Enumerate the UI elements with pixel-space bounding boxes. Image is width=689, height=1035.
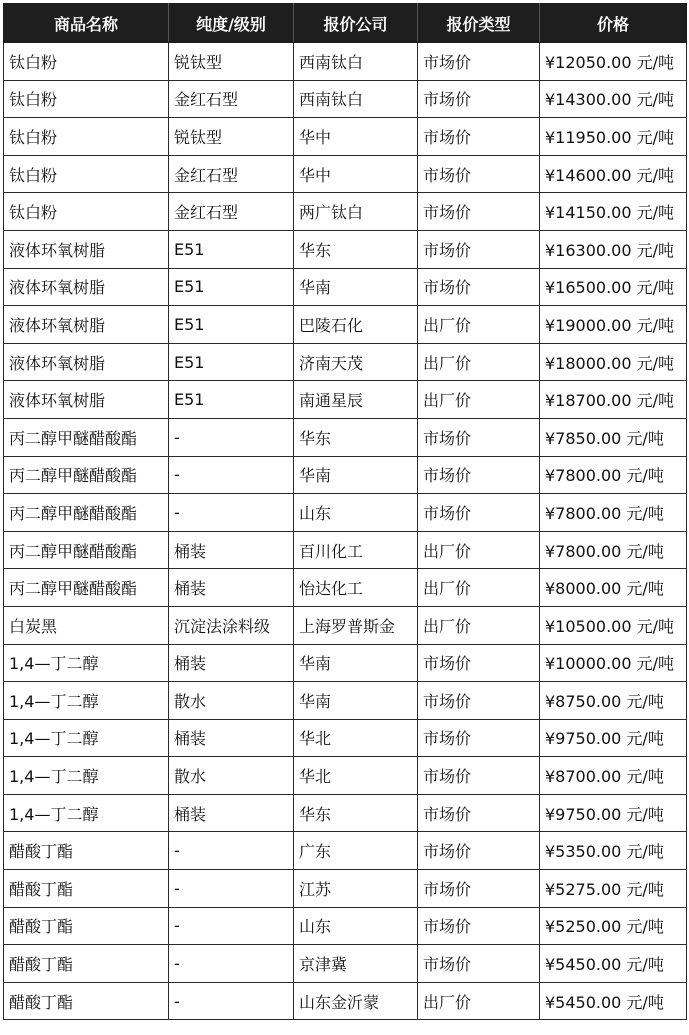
cell-product-name: 醋酸丁酯 (4, 870, 169, 908)
cell-product-name: 丙二醇甲醚醋酸酯 (4, 418, 169, 456)
cell-price: ¥7800.00 元/吨 (540, 531, 687, 569)
cell-price: ¥5350.00 元/吨 (540, 832, 687, 870)
table-row (4, 606, 687, 644)
cell-purity-grade: - (169, 832, 294, 870)
header-quote-type: 报价类型 (418, 4, 540, 43)
cell-product-name: 醋酸丁酯 (4, 945, 169, 983)
table-row (4, 155, 687, 193)
cell-product-name: 液体环氧树脂 (4, 230, 169, 268)
cell-quote-company: 山东金沂蒙 (294, 982, 418, 1020)
cell-quote-type: 出厂价 (418, 343, 540, 381)
cell-price: ¥16500.00 元/吨 (540, 268, 687, 306)
cell-price: ¥10000.00 元/吨 (540, 644, 687, 682)
table-row (4, 870, 687, 908)
table-row (4, 230, 687, 268)
cell-quote-company: 华东 (294, 794, 418, 832)
cell-price: ¥8000.00 元/吨 (540, 569, 687, 607)
cell-product-name: 钛白粉 (4, 193, 169, 231)
table-row (4, 907, 687, 945)
cell-purity-grade: - (169, 945, 294, 983)
table-row (4, 982, 687, 1020)
cell-quote-company: 江苏 (294, 870, 418, 908)
cell-price: ¥14150.00 元/吨 (540, 193, 687, 231)
table-row (4, 757, 687, 795)
cell-quote-type: 出厂价 (418, 306, 540, 344)
cell-quote-company: 巴陵石化 (294, 306, 418, 344)
cell-price: ¥14300.00 元/吨 (540, 80, 687, 118)
header-quote-company: 报价公司 (294, 4, 418, 43)
cell-product-name: 钛白粉 (4, 118, 169, 156)
cell-quote-type: 市场价 (418, 757, 540, 795)
table-row (4, 832, 687, 870)
table-row (4, 193, 687, 231)
cell-quote-type: 市场价 (418, 644, 540, 682)
cell-product-name: 1,4—丁二醇 (4, 644, 169, 682)
cell-price: ¥11950.00 元/吨 (540, 118, 687, 156)
cell-product-name: 醋酸丁酯 (4, 982, 169, 1020)
cell-price: ¥14600.00 元/吨 (540, 155, 687, 193)
table-row (4, 494, 687, 532)
cell-quote-company: 百川化工 (294, 531, 418, 569)
price-table (3, 3, 687, 1020)
cell-price: ¥5450.00 元/吨 (540, 982, 687, 1020)
table-row (4, 381, 687, 419)
cell-quote-company: 华东 (294, 230, 418, 268)
table-row (4, 118, 687, 156)
cell-quote-type: 出厂价 (418, 606, 540, 644)
cell-quote-type: 市场价 (418, 193, 540, 231)
cell-product-name: 醋酸丁酯 (4, 907, 169, 945)
cell-purity-grade: 锐钛型 (169, 118, 294, 156)
cell-purity-grade: - (169, 907, 294, 945)
cell-purity-grade: 桶装 (169, 794, 294, 832)
cell-quote-type: 市场价 (418, 43, 540, 81)
cell-quote-type: 市场价 (418, 268, 540, 306)
cell-product-name: 1,4—丁二醇 (4, 682, 169, 720)
cell-quote-type: 市场价 (418, 418, 540, 456)
table-row (4, 682, 687, 720)
cell-quote-company: 华南 (294, 456, 418, 494)
header-purity-grade: 纯度/级别 (169, 4, 294, 43)
table-row (4, 268, 687, 306)
cell-purity-grade: 桶装 (169, 644, 294, 682)
cell-quote-type: 市场价 (418, 794, 540, 832)
cell-purity-grade: 沉淀法涂料级 (169, 606, 294, 644)
cell-purity-grade: E51 (169, 343, 294, 381)
cell-price: ¥19000.00 元/吨 (540, 306, 687, 344)
cell-product-name: 钛白粉 (4, 43, 169, 81)
cell-quote-type: 市场价 (418, 494, 540, 532)
cell-product-name: 丙二醇甲醚醋酸酯 (4, 456, 169, 494)
cell-purity-grade: 金红石型 (169, 155, 294, 193)
cell-purity-grade: E51 (169, 268, 294, 306)
cell-quote-company: 华东 (294, 418, 418, 456)
cell-price: ¥7800.00 元/吨 (540, 456, 687, 494)
cell-product-name: 丙二醇甲醚醋酸酯 (4, 531, 169, 569)
cell-quote-type: 市场价 (418, 118, 540, 156)
cell-product-name: 液体环氧树脂 (4, 268, 169, 306)
cell-purity-grade: - (169, 982, 294, 1020)
cell-quote-company: 上海罗普斯金 (294, 606, 418, 644)
cell-quote-type: 市场价 (418, 832, 540, 870)
cell-quote-company: 华南 (294, 644, 418, 682)
cell-product-name: 液体环氧树脂 (4, 381, 169, 419)
cell-quote-type: 出厂价 (418, 381, 540, 419)
cell-product-name: 1,4—丁二醇 (4, 757, 169, 795)
cell-purity-grade: 散水 (169, 682, 294, 720)
table-row (4, 456, 687, 494)
cell-product-name: 钛白粉 (4, 155, 169, 193)
cell-quote-company: 广东 (294, 832, 418, 870)
cell-purity-grade: 锐钛型 (169, 43, 294, 81)
cell-price: ¥10500.00 元/吨 (540, 606, 687, 644)
cell-price: ¥5250.00 元/吨 (540, 907, 687, 945)
cell-quote-company: 华中 (294, 118, 418, 156)
cell-price: ¥9750.00 元/吨 (540, 794, 687, 832)
table-row (4, 43, 687, 81)
cell-quote-company: 山东 (294, 494, 418, 532)
cell-product-name: 液体环氧树脂 (4, 306, 169, 344)
cell-quote-type: 市场价 (418, 230, 540, 268)
table-row (4, 343, 687, 381)
cell-quote-type: 市场价 (418, 80, 540, 118)
cell-quote-type: 出厂价 (418, 982, 540, 1020)
cell-price: ¥8700.00 元/吨 (540, 757, 687, 795)
cell-quote-type: 市场价 (418, 155, 540, 193)
cell-product-name: 钛白粉 (4, 80, 169, 118)
cell-purity-grade: 散水 (169, 757, 294, 795)
table-row (4, 945, 687, 983)
table-row (4, 794, 687, 832)
table-row (4, 418, 687, 456)
table-body (4, 43, 687, 1020)
cell-purity-grade: 金红石型 (169, 193, 294, 231)
cell-quote-company: 济南天茂 (294, 343, 418, 381)
cell-quote-company: 两广钛白 (294, 193, 418, 231)
cell-product-name: 醋酸丁酯 (4, 832, 169, 870)
header-row (4, 4, 687, 43)
cell-purity-grade: 桶装 (169, 569, 294, 607)
cell-quote-company: 华南 (294, 268, 418, 306)
cell-product-name: 丙二醇甲醚醋酸酯 (4, 494, 169, 532)
cell-purity-grade: E51 (169, 381, 294, 419)
cell-purity-grade: E51 (169, 230, 294, 268)
table-header (4, 4, 687, 43)
cell-quote-type: 市场价 (418, 870, 540, 908)
table-row (4, 531, 687, 569)
cell-quote-company: 山东 (294, 907, 418, 945)
cell-quote-company: 京津冀 (294, 945, 418, 983)
cell-quote-type: 市场价 (418, 719, 540, 757)
cell-price: ¥5275.00 元/吨 (540, 870, 687, 908)
cell-quote-company: 南通星辰 (294, 381, 418, 419)
cell-product-name: 丙二醇甲醚醋酸酯 (4, 569, 169, 607)
cell-quote-type: 市场价 (418, 945, 540, 983)
cell-quote-company: 怡达化工 (294, 569, 418, 607)
table-row (4, 719, 687, 757)
cell-quote-type: 出厂价 (418, 569, 540, 607)
table-row (4, 569, 687, 607)
cell-product-name: 1,4—丁二醇 (4, 719, 169, 757)
header-price: 价格 (540, 4, 687, 43)
cell-purity-grade: - (169, 870, 294, 908)
cell-purity-grade: 金红石型 (169, 80, 294, 118)
cell-quote-type: 市场价 (418, 907, 540, 945)
cell-purity-grade: E51 (169, 306, 294, 344)
cell-product-name: 白炭黑 (4, 606, 169, 644)
cell-purity-grade: - (169, 494, 294, 532)
cell-price: ¥5450.00 元/吨 (540, 945, 687, 983)
cell-purity-grade: 桶装 (169, 531, 294, 569)
cell-quote-company: 华中 (294, 155, 418, 193)
cell-price: ¥18700.00 元/吨 (540, 381, 687, 419)
cell-quote-company: 华北 (294, 719, 418, 757)
cell-quote-type: 出厂价 (418, 531, 540, 569)
cell-price: ¥8750.00 元/吨 (540, 682, 687, 720)
table-row (4, 80, 687, 118)
cell-price: ¥9750.00 元/吨 (540, 719, 687, 757)
cell-purity-grade: 桶装 (169, 719, 294, 757)
header-product-name: 商品名称 (4, 4, 169, 43)
cell-price: ¥7850.00 元/吨 (540, 418, 687, 456)
cell-quote-company: 西南钛白 (294, 80, 418, 118)
cell-product-name: 液体环氧树脂 (4, 343, 169, 381)
cell-quote-type: 市场价 (418, 456, 540, 494)
cell-quote-company: 西南钛白 (294, 43, 418, 81)
cell-price: ¥16300.00 元/吨 (540, 230, 687, 268)
cell-quote-type: 市场价 (418, 682, 540, 720)
cell-quote-company: 华南 (294, 682, 418, 720)
cell-price: ¥12050.00 元/吨 (540, 43, 687, 81)
table-row (4, 644, 687, 682)
cell-purity-grade: - (169, 456, 294, 494)
cell-product-name: 1,4—丁二醇 (4, 794, 169, 832)
table-row (4, 306, 687, 344)
cell-price: ¥7800.00 元/吨 (540, 494, 687, 532)
cell-price: ¥18000.00 元/吨 (540, 343, 687, 381)
cell-quote-company: 华北 (294, 757, 418, 795)
cell-purity-grade: - (169, 418, 294, 456)
